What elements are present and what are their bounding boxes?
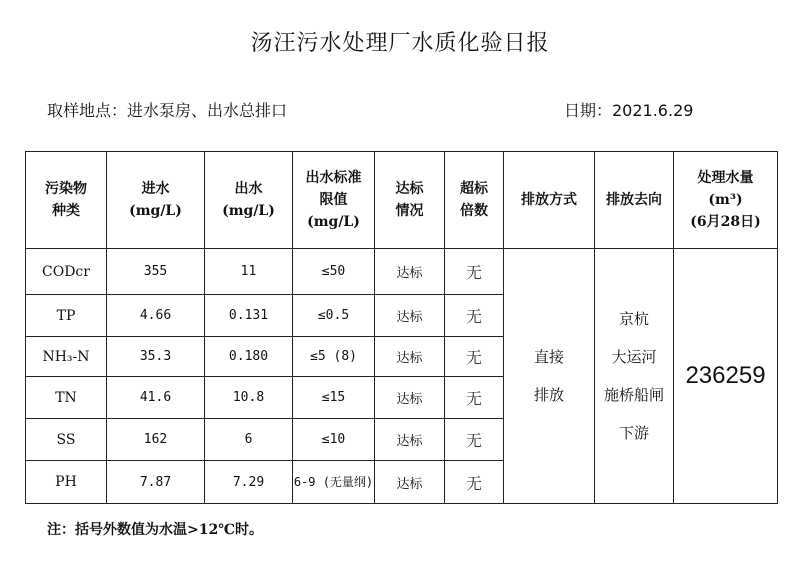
footnote: 注：括号外数值为水温>12℃时。 [47, 522, 263, 538]
table-header-row [26, 152, 778, 249]
compliance-cell: 达标 [375, 295, 445, 337]
treated-volume-cell: 236259 [674, 249, 778, 504]
discharge-method-cell: 直接 排放 [504, 249, 595, 504]
effluent-cell: 7.29 [205, 461, 293, 504]
standard-cell: ≤0.5 [293, 295, 375, 337]
header-volume: 处理水量 (m³) (6月28日) [674, 152, 778, 249]
exceed-cell: 无 [445, 295, 504, 337]
report-date: 日期：2021.6.29 [564, 101, 694, 120]
effluent-cell: 0.131 [205, 295, 293, 337]
effluent-cell: 0.180 [205, 337, 293, 377]
pollutant-cell: TN [26, 377, 107, 419]
exceed-cell: 无 [445, 461, 504, 504]
effluent-cell: 6 [205, 419, 293, 461]
table-row [26, 249, 778, 295]
influent-cell: 41.6 [107, 377, 205, 419]
compliance-cell: 达标 [375, 377, 445, 419]
compliance-cell: 达标 [375, 337, 445, 377]
pollutant-cell: PH [26, 461, 107, 504]
header-compliance: 达标 情况 [375, 152, 445, 249]
standard-cell: 6-9 (无量纲) [293, 461, 375, 504]
influent-cell: 4.66 [107, 295, 205, 337]
report-title: 汤汪污水处理厂水质化验日报 [250, 31, 550, 56]
exceed-cell: 无 [445, 249, 504, 295]
pollutant-cell: SS [26, 419, 107, 461]
exceed-cell: 无 [445, 337, 504, 377]
exceed-cell: 无 [445, 419, 504, 461]
influent-cell: 35.3 [107, 337, 205, 377]
effluent-cell: 11 [205, 249, 293, 295]
influent-cell: 162 [107, 419, 205, 461]
standard-cell: ≤5 (8) [293, 337, 375, 377]
influent-cell: 7.87 [107, 461, 205, 504]
standard-cell: ≤50 [293, 249, 375, 295]
compliance-cell: 达标 [375, 249, 445, 295]
standard-cell: ≤15 [293, 377, 375, 419]
compliance-cell: 达标 [375, 461, 445, 504]
header-effluent: 出水 (mg/L) [205, 152, 293, 249]
header-standard: 出水标准 限值 (mg/L) [293, 152, 375, 249]
pollutant-cell: NH₃-N [26, 337, 107, 377]
sampling-location: 取样地点：进水泵房、出水总排口 [47, 101, 288, 120]
effluent-cell: 10.8 [205, 377, 293, 419]
pollutant-cell: TP [26, 295, 107, 337]
header-exceed: 超标 倍数 [445, 152, 504, 249]
pollutant-cell: CODcr [26, 249, 107, 295]
compliance-cell: 达标 [375, 419, 445, 461]
header-discharge-method: 排放方式 [504, 152, 595, 249]
standard-cell: ≤10 [293, 419, 375, 461]
header-pollutant: 污染物 种类 [26, 152, 107, 249]
header-influent: 进水 (mg/L) [107, 152, 205, 249]
header-discharge-destination: 排放去向 [595, 152, 674, 249]
discharge-destination-cell: 京杭 大运河 施桥船闸 下游 [595, 249, 674, 504]
water-quality-table [25, 151, 778, 504]
exceed-cell: 无 [445, 377, 504, 419]
influent-cell: 355 [107, 249, 205, 295]
